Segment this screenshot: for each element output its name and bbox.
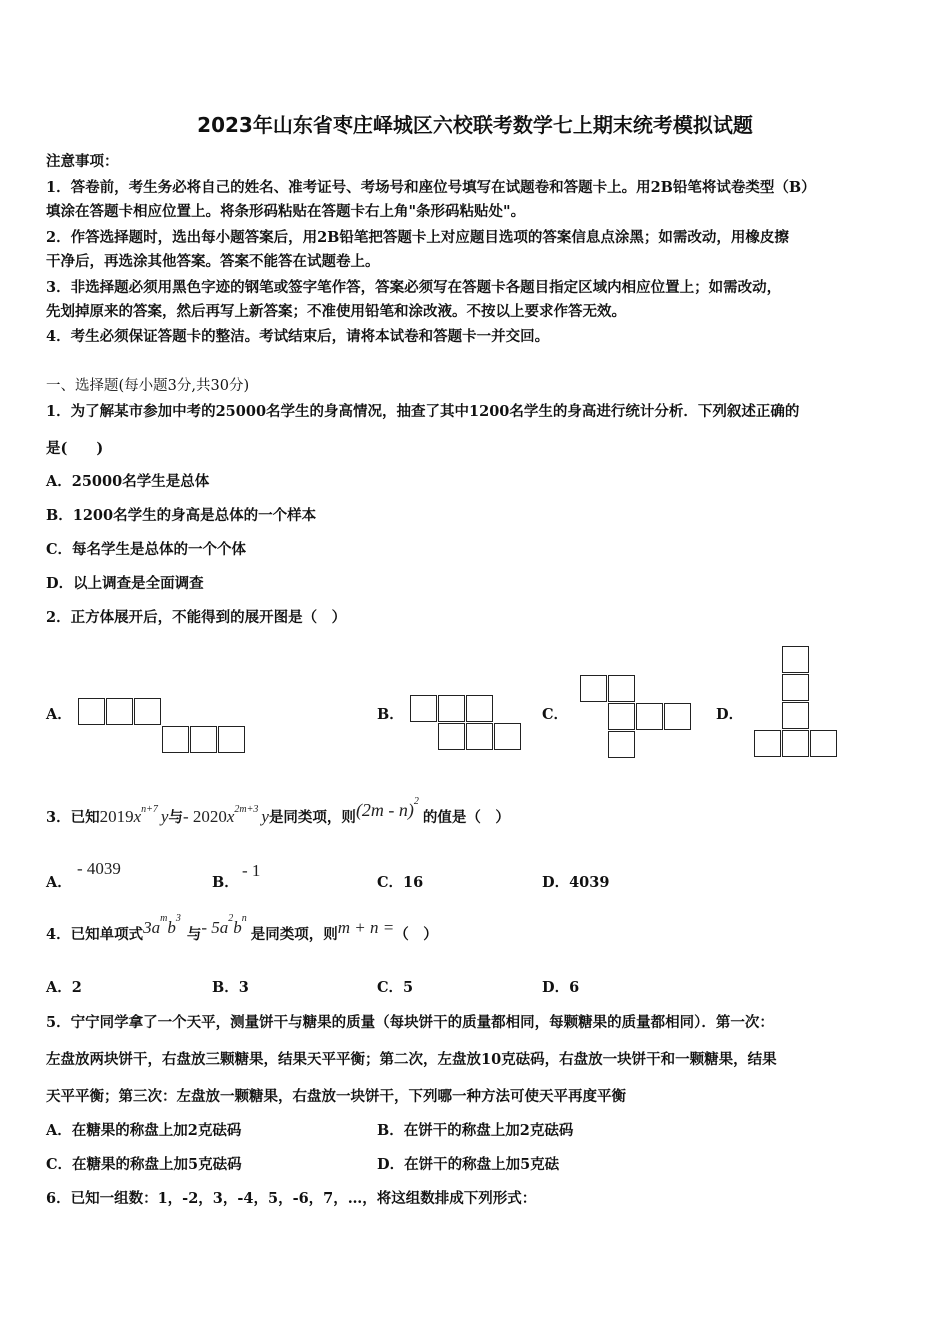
q3-prefix: 3．已知 — [46, 809, 100, 826]
q4-term2-exp2: n — [241, 913, 247, 925]
q3-mid: 与 — [168, 809, 183, 826]
notice-heading: 注意事项： — [46, 153, 119, 170]
q1-option-c: C．每名学生是总体的一个个体 — [46, 541, 247, 558]
q4-term2-exp1: 2 — [228, 913, 234, 925]
q4-term2-b: b — [233, 918, 242, 937]
q4-suffix: （ ） — [394, 926, 438, 943]
q3-term1-x: x — [133, 807, 142, 826]
q3-term2-coef: - 2020 — [182, 807, 227, 826]
q3-option-b-value: - 1 — [242, 861, 261, 880]
q4-term1-b: b — [167, 918, 176, 937]
q3-term1-coef: 2019 — [99, 807, 134, 826]
q4-prefix: 4．已知单项式 — [46, 926, 144, 943]
q3-option-a-value: - 4039 — [77, 859, 121, 878]
q3-expression-exp: 2 — [413, 796, 419, 808]
question-5-text-cont: 左盘放两块饼干，右盘放三颗糖果，结果天平平衡；第二次，左盘放10克砝码，右盘放一块饼干和一颗糖果，结果 — [46, 1051, 777, 1068]
notice-line: 先划掉原来的答案，然后再写上新答案；不准使用铅笔和涂改液。不按以上要求作答无效。 — [46, 303, 626, 320]
section-heading: 一、选择题(每小题3分,共30分) — [46, 378, 250, 394]
notice-line: 3．非选择题必须用黑色字迹的钢笔或签字笔作答，答案必须写在答题卡各题目指定区域内相应位置上；如需改动， — [46, 279, 782, 296]
notice-line: 4．考生必须保证答题卡的整洁。考试结束后，请将本试卷和答题卡一并交回。 — [46, 328, 550, 345]
question-6-text: 6．已知一组数：1，-2，3，-4，5，-6，7，…，将这组数排成下列形式： — [46, 1190, 537, 1207]
q3-option-d: D．4039 — [542, 874, 610, 891]
q4-term2: - 5a — [201, 918, 229, 937]
question-1-text-cont: 是( ) — [46, 440, 104, 457]
question-2-text: 2．正方体展开后，不能得到的展开图是（ ） — [46, 609, 347, 626]
q1-option-b: B．1200名学生的身高是总体的一个样本 — [46, 507, 317, 524]
notice-line: 1．答卷前，考生务必将自己的姓名、准考证号、考场号和座位号填写在试题卷和答题卡上。用2B铅笔将试卷类型（B） — [46, 179, 816, 196]
notice-line: 2．作答选择题时，选出每小题答案后，用2B铅笔把答题卡上对应题目选项的答案信息点涂黑；如需改动，用橡皮擦 — [46, 229, 789, 246]
q5-option-c: C．在糖果的称盘上加5克砝码 — [46, 1156, 242, 1173]
q3-term2-y: y — [261, 807, 269, 826]
notice-line: 填涂在答题卡相应位置上。将条形码粘贴在答题卡右上角"条形码粘贴处"。 — [46, 203, 526, 220]
q1-option-a: A．25000名学生是总体 — [46, 473, 210, 490]
q4-expression: m + n = — [337, 918, 395, 937]
q3-term2-exp: 2m+3 — [234, 804, 259, 816]
page-title: 2023年山东省枣庄峄城区六校联考数学七上期末统考模拟试题 — [197, 113, 753, 137]
question-3-text — [46, 796, 510, 828]
question-5-text: 5．宁宁同学拿了一个天平，测量饼干与糖果的质量（每块饼干的质量都相同，每颗糖果的质量都相同）．第一次： — [46, 1014, 774, 1031]
q2-option-b-label: B． — [377, 706, 404, 723]
q3-suffix: 的值是（ ） — [422, 809, 510, 826]
q4-mid: 与 — [186, 926, 202, 943]
q3-term2-x: x — [226, 807, 235, 826]
q3-option-a-label: A． — [46, 874, 72, 891]
q2-option-c-label: C． — [542, 706, 569, 723]
question-5-text-cont: 天平平衡；第三次：左盘放一颗糖果，右盘放一块饼干，下列哪一种方法可使天平再度平衡 — [46, 1088, 626, 1105]
q2-option-d-label: D． — [716, 706, 744, 723]
q4-term1: 3a — [143, 918, 161, 937]
q4-mid2: 是同类项，则 — [250, 926, 338, 943]
q4-term1-exp1: m — [160, 913, 168, 925]
q3-term1-y: y — [160, 807, 169, 826]
notice-line: 干净后，再选涂其他答案。答案不能答在试题卷上。 — [46, 253, 380, 270]
q4-option-d: D．6 — [542, 979, 580, 996]
q2-option-a-label: A． — [46, 706, 72, 723]
q3-term1-exp: n+7 — [141, 804, 158, 816]
q4-option-c: C．5 — [377, 979, 414, 996]
q3-expression: (2m - n) — [355, 800, 414, 820]
question-1-text: 1．为了解某市参加中考的25000名学生的身高情况，抽查了其中1200名学生的身高进行统计分析．下列叙述正确的 — [46, 403, 800, 420]
q5-option-b: B．在饼干的称盘上加2克砝码 — [377, 1122, 574, 1139]
q4-term1-exp2: 3 — [175, 913, 181, 925]
q5-option-a: A．在糖果的称盘上加2克砝码 — [46, 1122, 242, 1139]
question-4-text — [46, 913, 438, 944]
q3-option-c: C．16 — [377, 874, 424, 891]
q3-option-b-label: B． — [212, 874, 239, 891]
q4-option-a: A．2 — [46, 979, 82, 996]
q4-option-b: B．3 — [212, 979, 249, 996]
q3-mid2: 是同类项，则 — [268, 809, 356, 826]
q1-option-d: D．以上调查是全面调查 — [46, 575, 204, 592]
q5-option-d: D．在饼干的称盘上加5克砝 — [377, 1156, 560, 1173]
